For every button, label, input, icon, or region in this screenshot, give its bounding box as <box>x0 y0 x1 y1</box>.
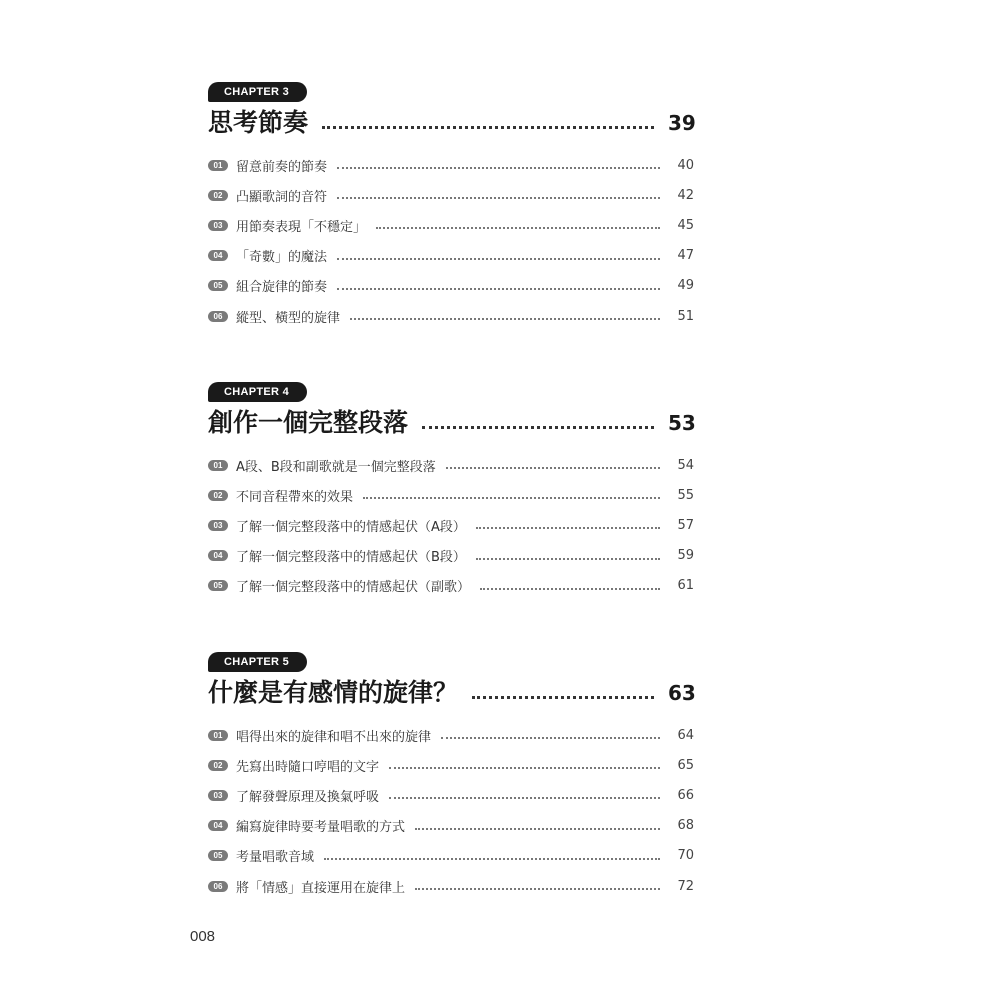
dot-leader <box>389 767 660 769</box>
chapter-5-section <box>208 650 694 901</box>
dot-leader <box>389 797 660 799</box>
dot-leader <box>350 318 660 320</box>
toc-entry <box>208 720 694 750</box>
dot-leader <box>446 467 660 469</box>
entry-page-number: 47 <box>677 248 694 264</box>
entry-page-number: 64 <box>677 727 694 743</box>
entry-number-badge: 03 <box>208 220 228 231</box>
entry-number-badge: 03 <box>208 520 228 531</box>
chapter-heading <box>208 104 694 138</box>
entry-title: 「奇數」的魔法 <box>236 250 328 266</box>
toc-entry <box>208 210 694 240</box>
entry-page-number: 55 <box>677 487 694 503</box>
chapter-page-number: 63 <box>668 681 696 705</box>
dot-leader <box>337 197 660 199</box>
entry-page-number: 54 <box>677 457 694 473</box>
toc-entry <box>208 750 694 780</box>
entry-page-number: 66 <box>677 787 694 803</box>
page-number: 008 <box>190 928 216 945</box>
entry-list <box>208 150 694 331</box>
entry-list <box>208 720 694 901</box>
entry-page-number: 51 <box>677 308 694 324</box>
toc-entry <box>208 180 694 210</box>
entry-title: 組合旋律的節奏 <box>236 280 328 296</box>
chapter-page-number: 39 <box>668 111 696 135</box>
dot-leader <box>337 288 660 290</box>
dot-leader <box>480 588 660 590</box>
toc-entry <box>208 841 694 871</box>
entry-page-number: 70 <box>677 848 694 864</box>
entry-title: 將「情感」直接運用在旋律上 <box>236 880 406 896</box>
entry-number-badge: 02 <box>208 490 228 501</box>
entry-number-badge: 03 <box>208 790 228 801</box>
entry-title: 了解發聲原理及換氣呼吸 <box>236 789 380 805</box>
entry-page-number: 57 <box>677 517 694 533</box>
entry-page-number: 40 <box>677 157 694 173</box>
toc-entry <box>208 150 694 180</box>
entry-title: 不同音程帶來的效果 <box>236 489 354 505</box>
entry-number-badge: 04 <box>208 550 228 561</box>
chapter-title: 思考節奏 <box>208 108 309 137</box>
chapter-badge: CHAPTER 3 <box>208 82 307 102</box>
chapter-badge: CHAPTER 4 <box>208 382 307 402</box>
dot-leader <box>337 258 660 260</box>
dot-leader <box>422 426 654 429</box>
chapter-heading <box>208 404 694 438</box>
entry-number-badge: 01 <box>208 730 228 741</box>
entry-title: 考量唱歌音域 <box>236 850 315 866</box>
chapter-title: 什麼是有感情的旋律？ <box>208 678 459 707</box>
dot-leader <box>415 828 660 830</box>
dot-leader <box>441 737 660 739</box>
toc-entry <box>208 780 694 810</box>
entry-page-number: 59 <box>677 548 694 564</box>
entry-number-badge: 06 <box>208 881 228 892</box>
toc-entry <box>208 241 694 271</box>
entry-page-number: 72 <box>677 878 694 894</box>
entry-title: 唱得出來的旋律和唱不出來的旋律 <box>236 729 432 745</box>
toc-entry <box>208 450 694 480</box>
toc-entry <box>208 301 694 331</box>
entry-page-number: 65 <box>677 757 694 773</box>
toc-entry <box>208 541 694 571</box>
chapter-heading <box>208 674 694 708</box>
toc-entry <box>208 571 694 601</box>
toc-entry <box>208 811 694 841</box>
entry-number-badge: 05 <box>208 850 228 861</box>
entry-title: 用節奏表現「不穩定」 <box>236 219 367 235</box>
dot-leader <box>324 858 660 860</box>
entry-list <box>208 450 694 601</box>
dot-leader <box>363 497 660 499</box>
chapter-4-section <box>208 380 694 601</box>
entry-title: 編寫旋律時要考量唱歌的方式 <box>236 820 406 836</box>
dot-leader <box>415 888 660 890</box>
toc-entry <box>208 871 694 901</box>
entry-page-number: 45 <box>677 217 694 233</box>
entry-title: 了解一個完整段落中的情感起伏（副歌） <box>236 580 471 596</box>
entry-title: 了解一個完整段落中的情感起伏（A段） <box>236 519 466 535</box>
entry-number-badge: 01 <box>208 160 228 171</box>
entry-number-badge: 05 <box>208 280 228 291</box>
entry-number-badge: 04 <box>208 250 228 261</box>
dot-leader <box>376 227 660 229</box>
entry-page-number: 61 <box>677 578 694 594</box>
chapter-3-section <box>208 80 694 331</box>
entry-page-number: 49 <box>677 278 694 294</box>
entry-title: 了解一個完整段落中的情感起伏（B段） <box>236 550 466 566</box>
entry-number-badge: 05 <box>208 580 228 591</box>
entry-title: 先寫出時隨口哼唱的文字 <box>236 759 380 775</box>
entry-number-badge: 02 <box>208 760 228 771</box>
dot-leader <box>476 527 660 529</box>
entry-title: A段、B段和副歌就是一個完整段落 <box>236 459 436 475</box>
entry-title: 留意前奏的節奏 <box>236 159 328 175</box>
entry-title: 縱型、橫型的旋律 <box>236 310 341 326</box>
dot-leader <box>322 126 654 129</box>
dot-leader <box>337 167 660 169</box>
toc-entry <box>208 271 694 301</box>
chapter-badge: CHAPTER 5 <box>208 652 307 672</box>
toc-entry <box>208 480 694 510</box>
toc-entry <box>208 510 694 540</box>
entry-number-badge: 06 <box>208 311 228 322</box>
dot-leader <box>476 558 660 560</box>
chapter-page-number: 53 <box>668 411 696 435</box>
entry-title: 凸顯歌詞的音符 <box>236 189 328 205</box>
dot-leader <box>472 696 654 699</box>
entry-page-number: 68 <box>677 818 694 834</box>
entry-number-badge: 04 <box>208 820 228 831</box>
chapter-title: 創作一個完整段落 <box>208 408 409 437</box>
entry-number-badge: 01 <box>208 460 228 471</box>
entry-page-number: 42 <box>677 187 694 203</box>
entry-number-badge: 02 <box>208 190 228 201</box>
